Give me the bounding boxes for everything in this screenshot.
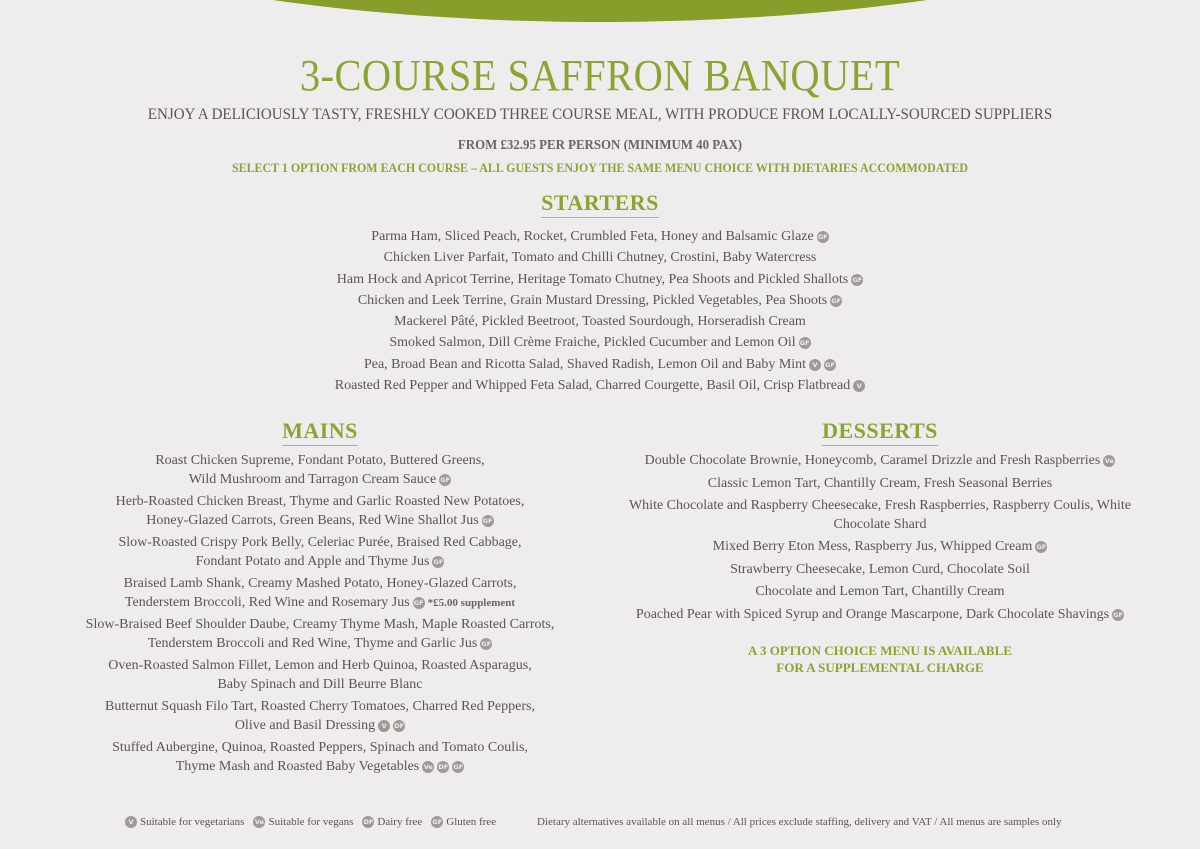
gluten-free-icon: GF xyxy=(413,598,424,607)
menu-item-text: Oven-Roasted Salmon Fillet, Lemon and Herb Quinoa, Roasted Asparagus, xyxy=(108,658,532,673)
menu-item-text: Honey-Glazed Carrots, Green Beans, Red Wine Shallot Jus xyxy=(146,512,479,528)
menu-item xyxy=(80,452,560,489)
legend-item xyxy=(253,816,353,828)
legend-label: Suitable for vegetarians xyxy=(140,816,245,828)
gluten-free-icon: GF xyxy=(432,818,443,826)
footer xyxy=(0,816,1200,832)
legend-label: Dairy free xyxy=(377,816,423,828)
dairy-free-icon: DF xyxy=(394,721,405,730)
menu-item-text: White Chocolate and Raspberry Cheesecake, Fresh Raspberries, Raspberry Coulis, White xyxy=(628,498,1132,513)
menu-item-text: Tenderstem Broccoli, Red Wine and Rosemary Jus xyxy=(124,594,410,610)
menu-item-line xyxy=(620,538,1140,557)
menu-item-line xyxy=(80,657,560,676)
menu-item-line xyxy=(620,583,1140,602)
menu-item xyxy=(80,698,560,735)
menu-item-text: Chicken and Leek Terrine, Grain Mustard Dressing, Pickled Vegetables, Pea Shoots xyxy=(357,292,828,308)
menu-item-text: Smoked Salmon, Dill Crème Fraiche, Pickled Cucumber and Lemon Oil xyxy=(389,335,796,351)
mains-list xyxy=(80,452,560,776)
menu-item-line xyxy=(80,553,560,572)
menu-item-text: Mixed Berry Eton Mess, Raspberry Jus, Whipped Cream xyxy=(712,539,1033,554)
menu-item-line xyxy=(620,561,1140,580)
menu-item-line xyxy=(80,534,560,553)
menu-item-line xyxy=(80,616,560,635)
menu-item-text: Strawberry Cheesecake, Lemon Curd, Chocolate Soil xyxy=(730,561,1030,577)
menu-item-text: Braised Lamb Shank, Creamy Mashed Potato, Honey-Glazed Carrots, xyxy=(123,576,517,591)
mains-heading: MAINS xyxy=(282,418,358,446)
menu-item xyxy=(0,332,1200,353)
menu-item-text: Baby Spinach and Dill Beurre Blanc xyxy=(217,676,423,692)
menu-item xyxy=(620,606,1140,625)
page-title: 3-COURSE SAFFRON BANQUET xyxy=(299,51,901,100)
desserts-list xyxy=(620,452,1140,624)
menu-item-text: Herb-Roasted Chicken Breast, Thyme and Garlic Roasted New Potatoes, xyxy=(115,494,525,509)
menu-item-line xyxy=(80,512,560,531)
menu-item xyxy=(620,583,1140,602)
menu-item xyxy=(620,475,1140,494)
gluten-free-icon: GF xyxy=(799,339,810,348)
gluten-free-icon: GF xyxy=(482,516,493,525)
menu-item-text: Ham Hock and Apricot Terrine, Heritage Tomato Chutney, Pea Shoots and Pickled Shallots xyxy=(336,271,849,287)
header-banner xyxy=(0,0,1200,22)
menu-item-text: Slow-Braised Beef Shoulder Daube, Creamy Thyme Mash, Maple Roasted Carrots, xyxy=(85,617,555,632)
menu-item-line xyxy=(80,676,560,695)
gluten-free-icon: GF xyxy=(817,233,828,241)
menu-item-line xyxy=(620,606,1140,625)
menu-item xyxy=(80,616,560,653)
menu-item xyxy=(0,247,1200,268)
menu-item-text: Roasted Red Pepper and Whipped Feta Salad, Charred Courgette, Basil Oil, Crisp Flatbread xyxy=(334,378,851,394)
dairy-free-icon: DF xyxy=(363,818,374,826)
menu-item xyxy=(620,561,1140,580)
supplement-note-line2: FOR A SUPPLEMENTAL CHARGE xyxy=(776,660,984,675)
legend-label: Suitable for vegans xyxy=(268,816,354,828)
menu-item-line xyxy=(80,493,560,512)
legend-item xyxy=(125,816,244,828)
menu-item-line xyxy=(620,475,1140,494)
dietary-legend xyxy=(125,816,496,828)
menu-item xyxy=(0,311,1200,332)
menu-item-text: Parma Ham, Sliced Peach, Rocket, Crumbled Feta, Honey and Balsamic Glaze xyxy=(371,229,814,244)
menu-item xyxy=(0,290,1200,311)
menu-item-line xyxy=(80,698,560,717)
gluten-free-icon: GF xyxy=(1036,543,1047,551)
menu-item-line xyxy=(80,739,560,758)
menu-item-line xyxy=(80,471,560,490)
menu-item-text: Chicken Liver Parfait, Tomato and Chilli Chutney, Crostini, Baby Watercress xyxy=(383,250,817,266)
menu-item-text: Chocolate Shard xyxy=(833,516,927,532)
gluten-free-icon: GF xyxy=(440,475,451,484)
menu-item xyxy=(80,493,560,530)
menu-item-text: Olive and Basil Dressing xyxy=(234,717,376,733)
menu-item-text: Pea, Broad Bean and Ricotta Salad, Shaved Radish, Lemon Oil and Baby Mint xyxy=(363,356,807,372)
menu-item-text: Poached Pear with Spiced Syrup and Orange Mascarpone, Dark Chocolate Shavings xyxy=(635,606,1110,622)
menu-item-line xyxy=(80,594,560,613)
starters-heading: STARTERS xyxy=(541,190,659,218)
vegetarian-icon: V xyxy=(378,720,390,732)
vegetarian-icon: V xyxy=(809,359,821,371)
supplement-note-line1: A 3 OPTION CHOICE MENU IS AVAILABLE xyxy=(748,643,1012,658)
menu-item-line xyxy=(80,452,560,471)
disclaimer: Dietary alternatives available on all menus / All prices exclude staffing, delivery and VAT / All menus are samples only xyxy=(537,816,1062,828)
dairy-free-icon: DF xyxy=(438,762,449,771)
gluten-free-icon: GF xyxy=(481,639,492,648)
menu-item xyxy=(620,452,1140,471)
mains-section xyxy=(80,418,560,780)
menu-item-text: Tenderstem Broccoli and Red Wine, Thyme and Garlic Jus xyxy=(147,635,478,651)
menu-item-text: Butternut Squash Filo Tart, Roasted Cherry Tomatoes, Charred Red Peppers, xyxy=(105,699,535,714)
menu-item-line xyxy=(620,516,1140,535)
menu-item xyxy=(0,354,1200,375)
menu-item xyxy=(620,538,1140,557)
legend-item xyxy=(431,816,496,828)
menu-item xyxy=(0,226,1200,247)
gluten-free-icon: GF xyxy=(831,296,842,305)
legend-label: Gluten free xyxy=(446,816,497,828)
gluten-free-icon: GF xyxy=(825,360,835,369)
menu-item-text: Classic Lemon Tart, Chantilly Cream, Fresh Seasonal Berries xyxy=(707,475,1053,491)
price-line: FROM £32.95 PER PERSON (MINIMUM 40 PAX) xyxy=(457,138,743,153)
vegetarian-icon: V xyxy=(125,816,137,828)
selection-note: SELECT 1 OPTION FROM EACH COURSE – ALL GUESTS ENJOY THE SAME MENU CHOICE WITH DIETARIES ACCOMMODATED xyxy=(231,160,969,175)
menu-item xyxy=(0,375,1200,396)
legend-item xyxy=(362,816,422,828)
starters-section xyxy=(0,190,1200,396)
gluten-free-icon: GF xyxy=(852,275,863,284)
vegetarian-icon: V xyxy=(853,380,865,392)
menu-item-text: Fondant Potato and Apple and Thyme Jus xyxy=(195,553,430,569)
menu-item-line xyxy=(80,635,560,654)
menu-item-line xyxy=(80,575,560,594)
desserts-heading: DESSERTS xyxy=(822,418,938,446)
menu-item-text: Stuffed Aubergine, Quinoa, Roasted Peppers, Spinach and Tomato Coulis, xyxy=(112,740,528,755)
menu-item-line xyxy=(620,452,1140,471)
menu-item-text: Wild Mushroom and Tarragon Cream Sauce xyxy=(188,471,437,487)
menu-item-line xyxy=(620,497,1140,516)
gluten-free-icon: GF xyxy=(453,762,464,771)
gluten-free-icon: GF xyxy=(433,557,444,566)
page-subtitle: ENJOY A DELICIOUSLY TASTY, FRESHLY COOKED THREE COURSE MEAL, WITH PRODUCE FROM LOCALLY-SOURCED SUPPLIERS xyxy=(147,106,1053,123)
menu-item-text: Slow-Roasted Crispy Pork Belly, Celeriac Purée, Braised Red Cabbage, xyxy=(118,535,522,550)
menu-item xyxy=(80,575,560,612)
vegan-icon: Ve xyxy=(1104,457,1114,465)
starters-list xyxy=(0,226,1200,396)
menu-item xyxy=(620,497,1140,534)
supplement-price: *£5.00 supplement xyxy=(427,596,516,609)
desserts-section xyxy=(620,418,1140,676)
menu-item xyxy=(80,739,560,776)
menu-item xyxy=(0,269,1200,290)
menu-item-text: Roast Chicken Supreme, Fondant Potato, Buttered Greens, xyxy=(155,453,485,468)
vegan-icon: Ve xyxy=(254,818,265,826)
menu-item-text: Thyme Mash and Roasted Baby Vegetables xyxy=(175,758,420,774)
menu-item-text: Mackerel Pâté, Pickled Beetroot, Toasted Sourdough, Horseradish Cream xyxy=(394,314,806,330)
supplement-note xyxy=(620,642,1140,676)
menu-item-text: Chocolate and Lemon Tart, Chantilly Cream xyxy=(755,584,1005,599)
menu-item-line xyxy=(80,717,560,736)
vegan-icon: Ve xyxy=(423,762,433,771)
gluten-free-icon: GF xyxy=(1113,610,1123,619)
menu-item-text: Double Chocolate Brownie, Honeycomb, Caramel Drizzle and Fresh Raspberries xyxy=(644,453,1101,468)
menu-item xyxy=(80,657,560,694)
menu-item-line xyxy=(80,758,560,777)
menu-item xyxy=(80,534,560,571)
